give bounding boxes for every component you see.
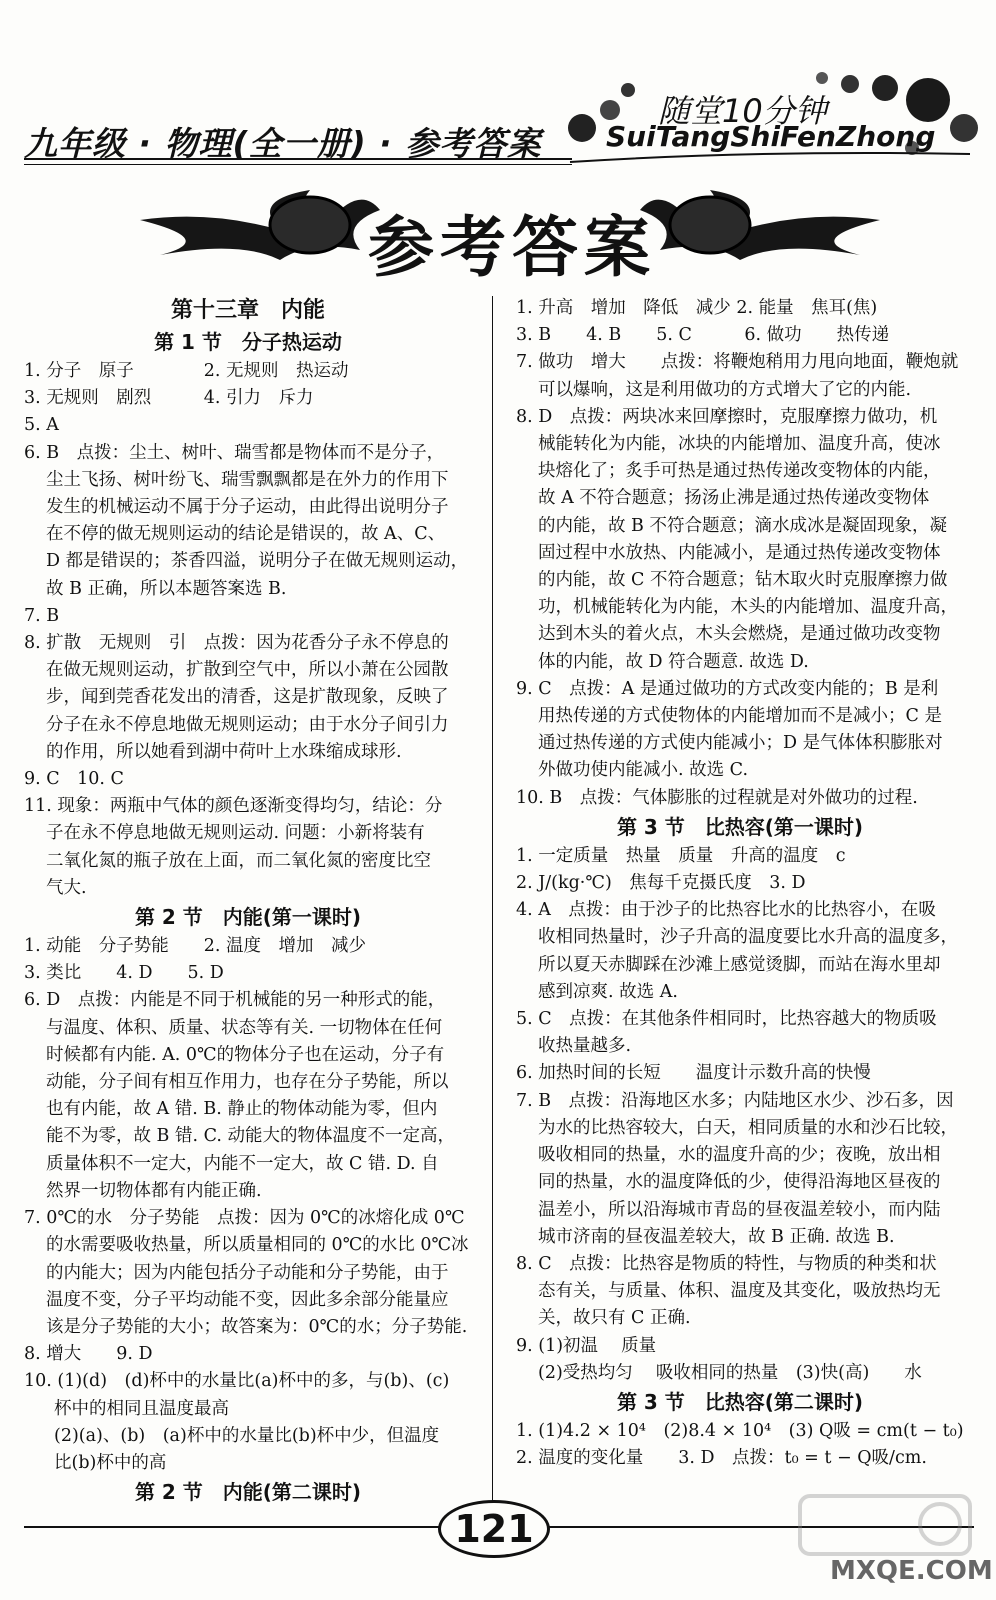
section-title: 第 3 节 比热容(第二课时) <box>616 1389 864 1414</box>
answer-line: 1. 一定质量 热量 质量 升高的温度 c <box>516 845 846 866</box>
answer-line-continued: 与温度、体积、质量、状态等有关. 一切物体在任何 <box>46 1017 443 1038</box>
brand-name-en: SuiTangShiFenZhong <box>606 120 936 153</box>
answer-line-continued: 温差小，所以沿海城市青岛的昼夜温差较小，而内陆 <box>538 1199 941 1220</box>
answer-line-continued: 用热传递的方式使物体的内能增加而不是减小；C 是 <box>538 706 942 727</box>
answer-line: 1. 升高 增加 降低 减少 2. 能量 焦耳(焦) <box>516 298 878 318</box>
answer-line: 2. J/(kg·℃) 焦每千克摄氏度 3. D <box>516 873 806 894</box>
answer-line-continued: 温度不变，分子平均动能不变，因此多余部分能量应 <box>46 1289 449 1310</box>
answer-line-continued: 态有关，与质量、体积、温度及其变化，吸放热均无 <box>538 1281 941 1302</box>
answer-line: 11. 现象：两瓶中气体的颜色逐渐变得均匀，结论：分 <box>24 796 443 817</box>
answer-line-continued: 动能，分子间有相互作用力，也存在分子势能，所以 <box>46 1072 449 1093</box>
answer-line-continued: 功，机械能转化为内能，木头的内能增加、温度升高， <box>538 597 958 618</box>
answer-line-continued: 步，闻到莞香花发出的清香，这是扩散现象，反映了 <box>46 687 449 708</box>
answer-line: 7. 做功 增大 点拨：将鞭炮稍用力甩向地面，鞭炮就 <box>516 352 959 373</box>
answer-line: 7. 0℃的水 分子势能 点拨：因为 0℃的冰熔化成 0℃ <box>24 1208 465 1229</box>
answer-line: 6. D 点拨：内能是不同于机械能的另一种形式的能， <box>24 990 446 1011</box>
answer-line: 8. D 点拨：两块冰来回摩擦时，克服摩擦力做功，机 <box>516 406 938 427</box>
answer-line-continued: 的作用，所以她看到湖中荷叶上水珠缩成球形. <box>46 741 402 762</box>
header-title: 九年级 · 物理(全一册) · 参考答案 <box>24 124 542 163</box>
answer-line: 3. 无规则 剧烈 4. 引力 斥力 <box>24 388 314 409</box>
answer-line-continued: 收相同热量时，沙子升高的温度要比水升高的温度多， <box>538 927 958 948</box>
answer-line: 3. B 4. B 5. C 6. 做功 热传递 <box>516 325 890 346</box>
answer-line: 8. 扩散 无规则 引 点拨：因为花香分子永不停息的 <box>24 633 449 654</box>
answer-line-continued: 该是分子势能的大小；故答案为：0℃的水；分子势能. <box>46 1316 468 1337</box>
watermark-text: MXQE.COM <box>830 1556 993 1586</box>
answer-line-continued: 达到木头的着火点，木头会燃烧，是通过做功改变物 <box>538 624 941 645</box>
answer-line: 3. 类比 4. D 5. D <box>24 963 224 984</box>
answer-line: 9. (1)初温 质量 <box>516 1335 657 1356</box>
answer-line-continued: 关，故只有 C 正确. <box>538 1308 691 1329</box>
answer-line-continued: 收热量越多. <box>538 1036 632 1057</box>
answer-line-continued: 所以夏天赤脚踩在沙滩上感觉烫脚，而站在海水里却 <box>538 954 941 975</box>
answer-line-continued: 的水需要吸收热量，所以质量相同的 0℃的水比 0℃冰 <box>46 1235 469 1256</box>
answer-line-continued: 尘土飞扬、树叶纷飞、瑞雪飘飘都是在外力的作用下 <box>46 469 449 490</box>
answer-line-continued: 通过热传递的方式使内能减小；D 是气体体积膨胀对 <box>538 733 943 754</box>
answer-line: 9. C 10. C <box>24 769 124 790</box>
answer-line-continued: 城市济南的昼夜温差较大，故 B 正确. 故选 B. <box>538 1226 895 1247</box>
answer-line-continued: 在做无规则运动，扩散到空气中，所以小萧在公园散 <box>46 660 449 681</box>
chapter-title: 第十三章 内能 <box>170 298 325 323</box>
answer-line-continued: 体的内能，故 D 符合题意. 故选 D. <box>538 651 809 672</box>
answer-line: 6. 加热时间的长短 温度计示数升高的快慢 <box>516 1063 871 1084</box>
answer-line-continued: 械能转化为内能，冰块的内能增加、温度升高，使冰 <box>538 434 941 455</box>
answer-line: 4. A 点拨：由于沙子的比热容比水的比热容小，在吸 <box>516 900 936 921</box>
answer-line-continued: D 都是错误的；茶香四溢，说明分子在做无规则运动， <box>46 551 469 572</box>
answer-line-continued: 能不为零，故 B 错. C. 动能大的物体温度不一定高， <box>46 1126 456 1147</box>
answer-line: 10. B 点拨：气体膨胀的过程就是对外做功的过程. <box>516 787 918 808</box>
answer-line-continued: 故 A 不符合题意；扬汤止沸是通过热传递改变物体 <box>538 488 930 509</box>
right-column <box>516 295 964 1472</box>
section-title: 第 2 节 内能(第一课时) <box>134 905 362 930</box>
answer-line-continued: 固过程中水放热、内能减小，是通过热传递改变物体 <box>538 542 941 563</box>
answer-line: 10. (1)(d) (d)杯中的水量比(a)杯中的多，与(b)、(c) <box>24 1371 450 1392</box>
answer-line: 9. C 点拨：A 是通过做功的方式改变内能的；B 是利 <box>516 678 939 699</box>
answer-line: 1. (1)4.2 × 10⁴ (2)8.4 × 10⁴ (3) Q吸 = cm(t − t₀) <box>516 1420 964 1441</box>
answer-line: 6. B 点拨：尘土、树叶、瑞雪都是物体而不是分子， <box>24 442 445 463</box>
answer-line-continued: 气大. <box>46 877 87 898</box>
brand-name-cn: 随堂10分钟 <box>658 92 827 130</box>
answer-line-continued: 子在永不停息地做无规则运动. 问题：小新将装有 <box>46 823 425 844</box>
answer-line-continued: 为水的比热容较大，白天，相同质量的水和沙石比较， <box>538 1117 958 1138</box>
answer-line-continued: 分子在永不停息地做无规则运动；由于水分子间引力 <box>46 714 449 735</box>
answer-line-continued: 也有内能，故 A 错. B. 静止的物体动能为零，但内 <box>46 1099 438 1120</box>
header-rule-thin <box>24 164 572 165</box>
answer-line-continued: 杯中的相同且温度最高 <box>54 1398 229 1419</box>
answer-line-continued: 故 B 正确，所以本题答案选 B. <box>46 578 287 599</box>
answer-line: 8. 增大 9. D <box>24 1344 153 1365</box>
answer-line-continued: 时候都有内能. A. 0℃的物体分子也在运动，分子有 <box>46 1044 445 1065</box>
section-title: 第 1 节 分子热运动 <box>154 330 342 354</box>
section-title: 第 3 节 比热容(第一课时) <box>616 814 864 839</box>
answer-line-continued: 同的热量，水的温度降低的少，使得沿海地区昼夜的 <box>538 1172 941 1193</box>
answer-line-continued: 外做功使内能减小. 故选 C. <box>538 760 749 781</box>
answer-line-continued: 比(b)杯中的高 <box>54 1452 167 1473</box>
column-divider <box>492 296 493 1522</box>
banner-title: 参考答案 <box>368 209 656 286</box>
answer-line-continued: 可以爆响，这是利用做功的方式增大了它的内能. <box>538 379 912 400</box>
header-rule <box>24 158 572 160</box>
answer-line-continued: 块熔化了；炙手可热是通过热传递改变物体的内能， <box>538 461 941 482</box>
answer-line: 5. A <box>24 415 59 436</box>
answer-line: 8. C 点拨：比热容是物质的特性，与物质的种类和状 <box>516 1253 937 1274</box>
answer-line: 5. C 点拨：在其他条件相同时，比热容越大的物质吸 <box>516 1009 937 1030</box>
section-title: 第 2 节 内能(第二课时) <box>134 1480 362 1505</box>
answer-line-continued: 吸收相同的热量，水的温度升高的少；夜晚，放出相 <box>538 1145 941 1166</box>
answer-line-continued: 发生的机械运动不属于分子运动，由此得出说明分子 <box>46 497 449 518</box>
answer-line-continued: (2)(a)、(b) (a)杯中的水量比(b)杯中少，但温度 <box>54 1425 440 1446</box>
page-number: 121 <box>438 1500 550 1558</box>
answer-line-continued: 在不停的做无规则运动的结论是错误的，故 A、C、 <box>46 524 446 545</box>
answer-line-continued: 的内能，故 B 不符合题意；滴水成冰是凝固现象，凝 <box>538 515 947 536</box>
answer-line-continued: 然界一切物体都有内能正确. <box>46 1180 262 1201</box>
answer-line: 7. B 点拨：沿海地区水多；内陆地区水少、沙石多，因 <box>516 1090 954 1111</box>
answer-line: 2. 温度的变化量 3. D 点拨：t₀ = t − Q吸/cm. <box>516 1448 927 1469</box>
answer-line-continued: 的内能大；因为内能包括分子动能和分子势能，由于 <box>46 1262 449 1283</box>
left-column <box>24 295 472 1508</box>
answer-line-continued: 二氧化氮的瓶子放在上面，而二氧化氮的密度比空 <box>46 850 431 871</box>
answer-line: 1. 分子 原子 2. 无规则 热运动 <box>24 361 349 381</box>
answer-line-continued: 质量体积不一定大，内能不一定大，故 C 错. D. 自 <box>46 1153 439 1174</box>
answer-line: 1. 动能 分子势能 2. 温度 增加 减少 <box>24 936 367 957</box>
answer-line-continued: 感到凉爽. 故选 A. <box>538 981 678 1002</box>
answer-line: 7. B <box>24 605 60 626</box>
answer-line-continued: (2)受热均匀 吸收相同的热量 (3)快(高) 水 <box>538 1362 922 1383</box>
answer-line-continued: 的内能，故 C 不符合题意；钻木取火时克服摩擦力做 <box>538 570 948 591</box>
